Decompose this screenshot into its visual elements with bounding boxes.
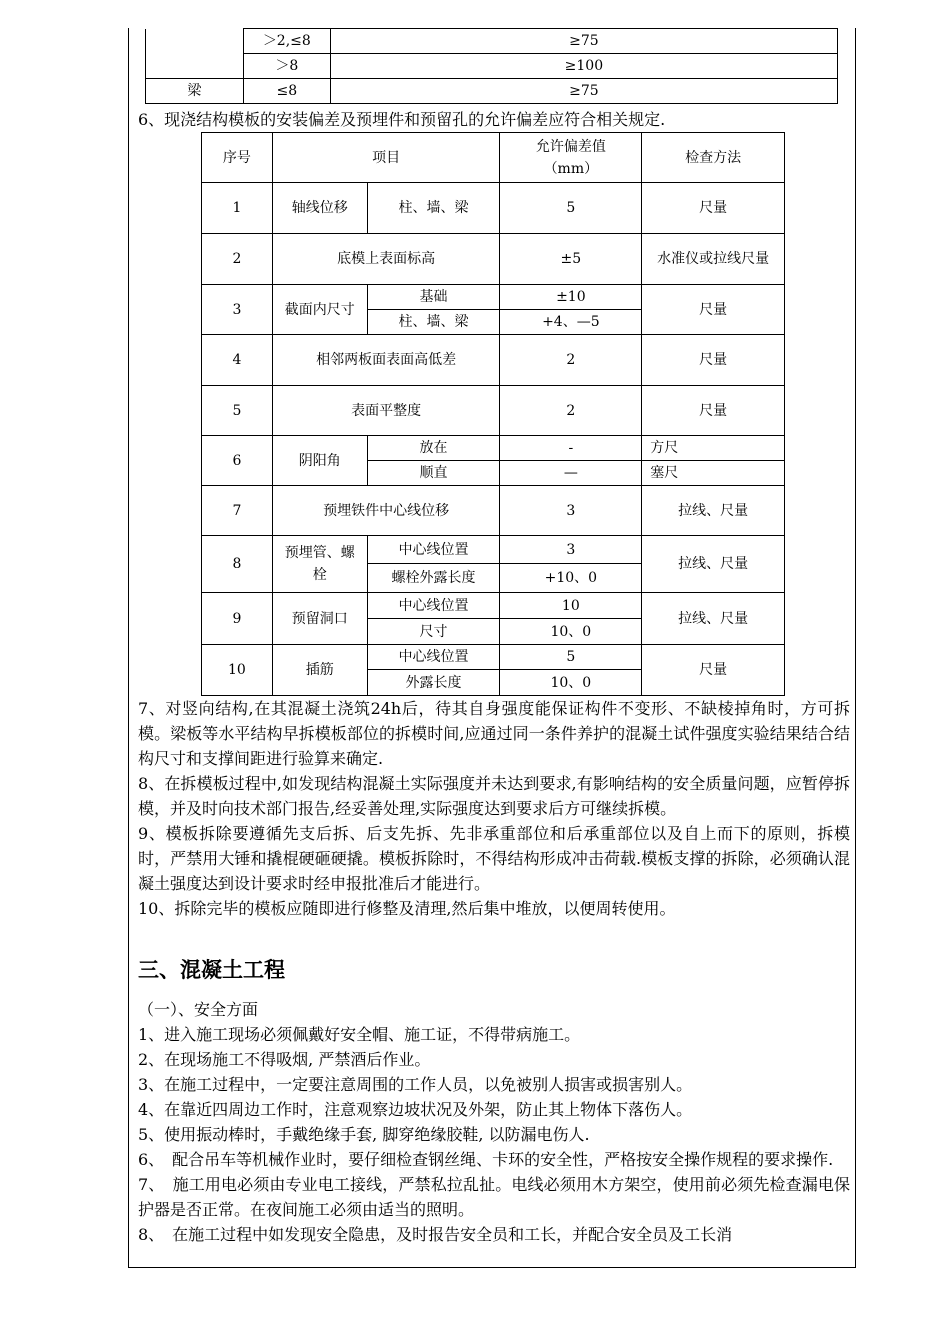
row-item: 表面平整度 [272, 386, 500, 436]
row-item: 截面内尺寸 [272, 285, 367, 335]
value-cell: ≥100 [330, 54, 837, 79]
paragraph: 7、 施工用电必须由专业电工接线，严禁私拉乱扯。电线必须用木方架空，使用前必须先检查漏电保护器是否正常。在夜间施工必须由适当的照明。 [138, 1175, 850, 1219]
row-no: 7 [202, 486, 273, 536]
row-item: 预埋管、螺栓 [272, 536, 367, 593]
row-method: 尺量 [642, 285, 785, 335]
paragraph: 4、在靠近四周边工作时，注意观察边坡状况及外架，防止其上物体下落伤人。 [138, 1100, 693, 1119]
table-row [202, 335, 785, 386]
paragraph: 5、使用振动棒时，手戴绝缘手套, 脚穿绝缘胶鞋, 以防漏电伤人. [138, 1125, 590, 1144]
row-method: 塞尺 [642, 461, 785, 486]
row-value: 2 [500, 335, 642, 386]
header-value: 允许偏差值（mm） [500, 133, 642, 183]
header-item: 项目 [272, 133, 500, 183]
row-subitem: 柱、墙、梁 [367, 310, 500, 335]
row-subitem: 螺栓外露长度 [367, 564, 500, 593]
paragraphs-a [138, 696, 850, 921]
row-subitem: 顺直 [367, 461, 500, 486]
header-method: 检查方法 [642, 133, 785, 183]
paragraph: 10、拆除完毕的模板应随即进行修整及清理,然后集中堆放，以便周转使用。 [138, 899, 676, 918]
table-row [146, 79, 838, 104]
row-subitem: 中心线位置 [367, 536, 500, 564]
row-method: 水准仪或拉线尺量 [642, 234, 785, 285]
row-item: 预埋铁件中心线位移 [272, 486, 500, 536]
section-title: 三、混凝土工程 [138, 958, 285, 982]
row-subitem: 基础 [367, 285, 500, 310]
row-no: 5 [202, 386, 273, 436]
row-method: 拉线、尺量 [642, 536, 785, 593]
row-no: 2 [202, 234, 273, 285]
row-item: 底模上表面标高 [272, 234, 500, 285]
row-method: 尺量 [642, 183, 785, 234]
row-value: 5 [500, 645, 642, 670]
row-method: 尺量 [642, 645, 785, 696]
table-row [146, 54, 838, 79]
row-subitem: 中心线位置 [367, 645, 500, 670]
row-subitem: 外露长度 [367, 670, 500, 696]
table-row [202, 486, 785, 536]
paragraph: 8、在拆模板过程中,如发现结构混凝土实际强度并未达到要求,有影响结构的安全质量问题，应暂停拆模，并及时向技术部门报告,经妥善处理,实际强度达到要求后方可继续拆模。 [138, 774, 850, 818]
row-method: 方尺 [642, 436, 785, 461]
table-row [202, 183, 785, 234]
paragraph: 9、模板拆除要遵循先支后拆、后支先拆、先非承重部位和后承重部位以及自上而下的原则，拆模时，严禁用大锤和撬棍硬砸硬撬。模板拆除时，不得结构形成冲击荷载.模板支撑的拆除，必须确认混凝土强度达到设计要求时经申报批准后才能进行。 [138, 824, 850, 893]
paragraph: 2、在现场施工不得吸烟, 严禁酒后作业。 [138, 1050, 431, 1069]
row-method: 尺量 [642, 386, 785, 436]
value-cell: ≥75 [330, 79, 837, 104]
table-row [202, 386, 785, 436]
row-item: 相邻两板面表面高低差 [272, 335, 500, 386]
row-no: 1 [202, 183, 273, 234]
row-value: 3 [500, 536, 642, 564]
row-value: ±10 [500, 285, 642, 310]
value-cell: ≥75 [330, 29, 837, 54]
item6-title: 6、现浇结构模板的安装偏差及预埋件和预留孔的允许偏差应符合相关规定. [138, 110, 666, 129]
table-row [202, 536, 785, 564]
row-value: 10、0 [500, 670, 642, 696]
category-cell: 梁 [146, 79, 244, 104]
category-cell [146, 29, 244, 79]
table-row [202, 285, 785, 310]
row-no: 4 [202, 335, 273, 386]
subsection-title: （一）、安全方面 [138, 1000, 259, 1019]
row-no: 6 [202, 436, 273, 486]
row-value: +10、0 [500, 564, 642, 593]
row-subitem: 放在 [367, 436, 500, 461]
row-value: 10、0 [500, 619, 642, 645]
table-row [146, 29, 838, 54]
row-value: 3 [500, 486, 642, 536]
paragraph: 7、对竖向结构,在其混凝土浇筑24h后，待其自身强度能保证构件不变形、不缺棱掉角时，方可拆模。梁板等水平结构早拆模板部位的拆模时间,应通过同一条件养护的混凝土试件强度实验结果结合结构尺寸和支撑间距进行验算来确定. [138, 699, 850, 768]
table-row [202, 436, 785, 461]
deviation-table [201, 132, 785, 696]
paragraph: 1、进入施工现场必须佩戴好安全帽、施工证，不得带病施工。 [138, 1025, 581, 1044]
row-value: 5 [500, 183, 642, 234]
row-item: 轴线位移 [272, 183, 367, 234]
row-item: 插筋 [272, 645, 367, 696]
top-table [145, 28, 838, 104]
row-value: +4、—5 [500, 310, 642, 335]
row-no: 10 [202, 645, 273, 696]
range-cell: ＞8 [243, 54, 330, 79]
row-subitem: 中心线位置 [367, 593, 500, 619]
row-no: 3 [202, 285, 273, 335]
row-subitem: 柱、墙、梁 [367, 183, 500, 234]
table-header-row [202, 133, 785, 183]
row-no: 9 [202, 593, 273, 645]
row-item: 阴阳角 [272, 436, 367, 486]
paragraph: 6、 配合吊车等机械作业时，要仔细检查钢丝绳、卡环的安全性，严格按安全操作规程的要求操作. [138, 1150, 834, 1169]
table-row [202, 645, 785, 670]
paragraph: 3、在施工过程中，一定要注意周围的工作人员，以免被别人损害或损害别人。 [138, 1075, 693, 1094]
row-method: 尺量 [642, 335, 785, 386]
row-item: 预留洞口 [272, 593, 367, 645]
row-value: - [500, 436, 642, 461]
row-value: — [500, 461, 642, 486]
header-no: 序号 [202, 133, 273, 183]
range-cell: ＞2,≤8 [243, 29, 330, 54]
table-row [202, 234, 785, 285]
row-no: 8 [202, 536, 273, 593]
row-subitem: 尺寸 [367, 619, 500, 645]
row-value: ±5 [500, 234, 642, 285]
row-value: 2 [500, 386, 642, 436]
row-value: 10 [500, 593, 642, 619]
row-method: 拉线、尺量 [642, 593, 785, 645]
paragraphs-b [138, 997, 850, 1247]
table-row [202, 593, 785, 619]
row-method: 拉线、尺量 [642, 486, 785, 536]
paragraph: 8、 在施工过程中如发现安全隐患，及时报告安全员和工长，并配合安全员及工长消 [138, 1225, 733, 1244]
range-cell: ≤8 [243, 79, 330, 104]
